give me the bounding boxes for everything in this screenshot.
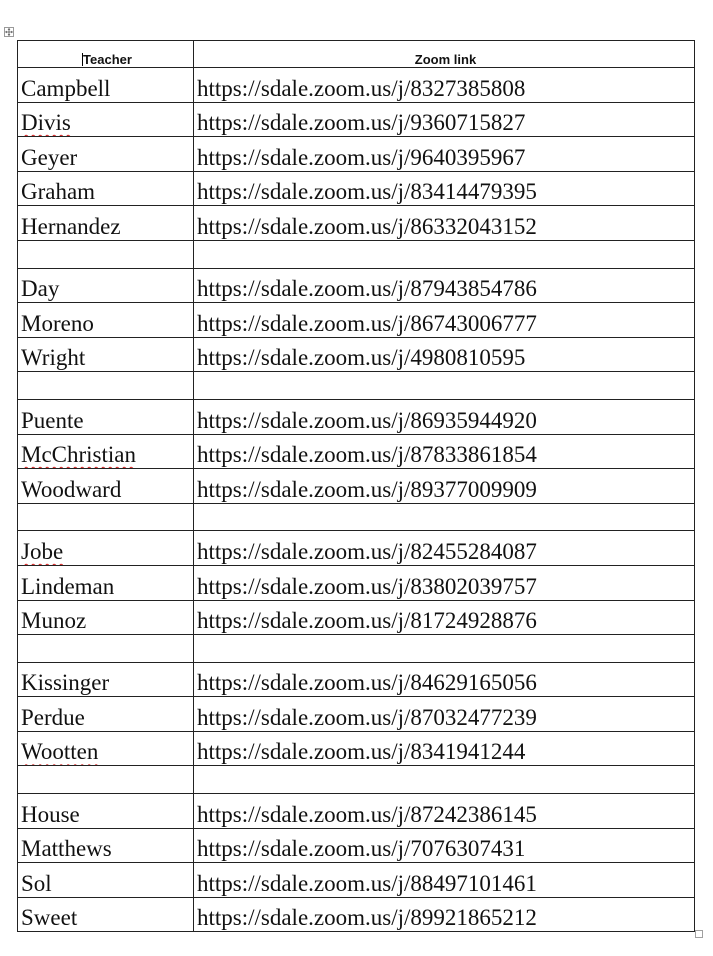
teacher-name: Matthews	[21, 836, 112, 862]
empty-teacher-cell[interactable]	[18, 766, 194, 794]
teacher-name: Sol	[21, 870, 52, 896]
teacher-cell[interactable]	[18, 697, 194, 732]
table-row	[18, 102, 695, 137]
zoom-link-text[interactable]: https://sdale.zoom.us/j/81724928876	[197, 608, 537, 634]
zoom-link-cell[interactable]	[194, 565, 695, 600]
zoom-link-text[interactable]: https://sdale.zoom.us/j/89921865212	[197, 905, 537, 931]
zoom-link-text[interactable]: https://sdale.zoom.us/j/87943854786	[197, 276, 537, 302]
teacher-name: Sweet	[21, 905, 78, 931]
zoom-link-text[interactable]: https://sdale.zoom.us/j/86743006777	[197, 310, 537, 336]
header-row	[18, 41, 695, 68]
table-row	[18, 828, 695, 863]
zoom-link-text[interactable]: https://sdale.zoom.us/j/84629165056	[197, 670, 537, 696]
teacher-cell[interactable]	[18, 565, 194, 600]
zoom-link-cell[interactable]	[194, 399, 695, 434]
empty-teacher-cell[interactable]	[18, 240, 194, 268]
zoom-link-cell[interactable]	[194, 137, 695, 172]
zoom-link-cell[interactable]	[194, 600, 695, 635]
teacher-name: Graham	[21, 179, 96, 205]
teacher-cell[interactable]	[18, 68, 194, 103]
teacher-name: Divis	[21, 110, 71, 136]
blank-separator-row	[18, 766, 695, 794]
table-row	[18, 531, 695, 566]
table-row	[18, 206, 695, 241]
teacher-name: Campbell	[21, 75, 111, 101]
teacher-cell[interactable]	[18, 897, 194, 932]
teacher-name: Wootten	[21, 739, 99, 765]
teacher-cell[interactable]	[18, 268, 194, 303]
zoom-link-header-label: Zoom link	[414, 52, 477, 67]
zoom-link-text[interactable]: https://sdale.zoom.us/j/7076307431	[197, 836, 526, 862]
blank-separator-row	[18, 635, 695, 663]
empty-teacher-cell[interactable]	[18, 503, 194, 531]
table-body	[18, 68, 695, 932]
teacher-name: McChristian	[21, 442, 136, 468]
teacher-name: Perdue	[21, 704, 85, 730]
zoom-link-cell[interactable]	[194, 337, 695, 372]
zoom-link-cell[interactable]	[194, 531, 695, 566]
zoom-link-cell[interactable]	[194, 897, 695, 932]
table-row	[18, 337, 695, 372]
zoom-link-text[interactable]: https://sdale.zoom.us/j/87242386145	[197, 801, 537, 827]
teacher-name: Kissinger	[21, 670, 110, 696]
zoom-link-cell[interactable]	[194, 697, 695, 732]
teacher-name: Puente	[21, 407, 84, 433]
teacher-header-label: Teacher	[83, 52, 132, 67]
zoom-link-text[interactable]: https://sdale.zoom.us/j/86935944920	[197, 407, 537, 433]
zoom-link-cell[interactable]	[194, 102, 695, 137]
teacher-cell[interactable]	[18, 794, 194, 829]
teacher-cell[interactable]	[18, 863, 194, 898]
zoom-link-cell[interactable]	[194, 268, 695, 303]
teacher-name: Lindeman	[21, 573, 115, 599]
zoom-link-text[interactable]: https://sdale.zoom.us/j/4980810595	[197, 345, 526, 371]
table-row	[18, 137, 695, 172]
table-move-handle[interactable]	[4, 27, 14, 37]
teacher-cell[interactable]	[18, 171, 194, 206]
zoom-link-cell[interactable]	[194, 828, 695, 863]
teacher-cell[interactable]	[18, 731, 194, 766]
zoom-link-text[interactable]: https://sdale.zoom.us/j/89377009909	[197, 476, 537, 502]
blank-separator-row	[18, 372, 695, 400]
zoom-link-cell[interactable]	[194, 303, 695, 338]
teacher-name: Wright	[21, 345, 86, 371]
table-row	[18, 565, 695, 600]
table-row	[18, 662, 695, 697]
blank-separator-row	[18, 240, 695, 268]
teacher-header-cell[interactable]	[18, 41, 194, 68]
table-row	[18, 697, 695, 732]
zoom-link-text[interactable]: https://sdale.zoom.us/j/83802039757	[197, 573, 537, 599]
zoom-link-cell[interactable]	[194, 794, 695, 829]
teacher-name: Hernandez	[21, 213, 121, 239]
zoom-link-cell[interactable]	[194, 434, 695, 469]
teacher-cell[interactable]	[18, 337, 194, 372]
teacher-name: Jobe	[21, 538, 64, 564]
zoom-link-text[interactable]: https://sdale.zoom.us/j/9360715827	[197, 110, 526, 136]
empty-link-cell[interactable]	[194, 372, 695, 400]
zoom-link-header-cell[interactable]	[194, 41, 695, 68]
empty-teacher-cell[interactable]	[18, 372, 194, 400]
teacher-name: Day	[21, 276, 60, 302]
teacher-cell[interactable]	[18, 303, 194, 338]
teacher-cell[interactable]	[18, 469, 194, 504]
teacher-cell[interactable]	[18, 434, 194, 469]
teacher-cell[interactable]	[18, 531, 194, 566]
zoom-link-cell[interactable]	[194, 68, 695, 103]
teacher-cell[interactable]	[18, 662, 194, 697]
teacher-cell[interactable]	[18, 206, 194, 241]
zoom-link-cell[interactable]	[194, 206, 695, 241]
zoom-link-text[interactable]: https://sdale.zoom.us/j/87833861854	[197, 442, 537, 468]
empty-link-cell[interactable]	[194, 240, 695, 268]
table-row	[18, 303, 695, 338]
teacher-cell[interactable]	[18, 828, 194, 863]
zoom-link-text[interactable]: https://sdale.zoom.us/j/8341941244	[197, 739, 526, 765]
empty-link-cell[interactable]	[194, 635, 695, 663]
table-row	[18, 469, 695, 504]
teacher-name: Munoz	[21, 608, 87, 634]
zoom-link-text[interactable]: https://sdale.zoom.us/j/82455284087	[197, 538, 537, 564]
blank-separator-row	[18, 503, 695, 531]
zoom-link-text[interactable]: https://sdale.zoom.us/j/86332043152	[197, 213, 537, 239]
table-row	[18, 68, 695, 103]
empty-teacher-cell[interactable]	[18, 635, 194, 663]
table-resize-handle[interactable]	[695, 930, 703, 938]
zoom-link-cell[interactable]	[194, 731, 695, 766]
teacher-name: Woodward	[21, 476, 122, 502]
teacher-cell[interactable]	[18, 137, 194, 172]
zoom-link-text[interactable]: https://sdale.zoom.us/j/83414479395	[197, 179, 537, 205]
table-row	[18, 171, 695, 206]
empty-link-cell[interactable]	[194, 503, 695, 531]
teacher-cell[interactable]	[18, 600, 194, 635]
zoom-link-text[interactable]: https://sdale.zoom.us/j/87032477239	[197, 704, 537, 730]
move-arrows-icon	[5, 28, 13, 36]
table-row	[18, 897, 695, 932]
table-row	[18, 731, 695, 766]
empty-link-cell[interactable]	[194, 766, 695, 794]
zoom-link-text[interactable]: https://sdale.zoom.us/j/88497101461	[197, 870, 537, 896]
zoom-link-text[interactable]: https://sdale.zoom.us/j/9640395967	[197, 144, 526, 170]
table-row	[18, 434, 695, 469]
table-row	[18, 794, 695, 829]
zoom-links-table	[17, 40, 695, 932]
teacher-name: Geyer	[21, 144, 78, 170]
teacher-name: Moreno	[21, 310, 94, 336]
zoom-link-cell[interactable]	[194, 469, 695, 504]
teacher-cell[interactable]	[18, 102, 194, 137]
zoom-link-cell[interactable]	[194, 863, 695, 898]
zoom-link-text[interactable]: https://sdale.zoom.us/j/8327385808	[197, 75, 526, 101]
teacher-cell[interactable]	[18, 399, 194, 434]
table-row	[18, 268, 695, 303]
table-row	[18, 399, 695, 434]
table-row	[18, 600, 695, 635]
teacher-name: House	[21, 801, 80, 827]
table-row	[18, 863, 695, 898]
zoom-link-cell[interactable]	[194, 171, 695, 206]
zoom-link-cell[interactable]	[194, 662, 695, 697]
